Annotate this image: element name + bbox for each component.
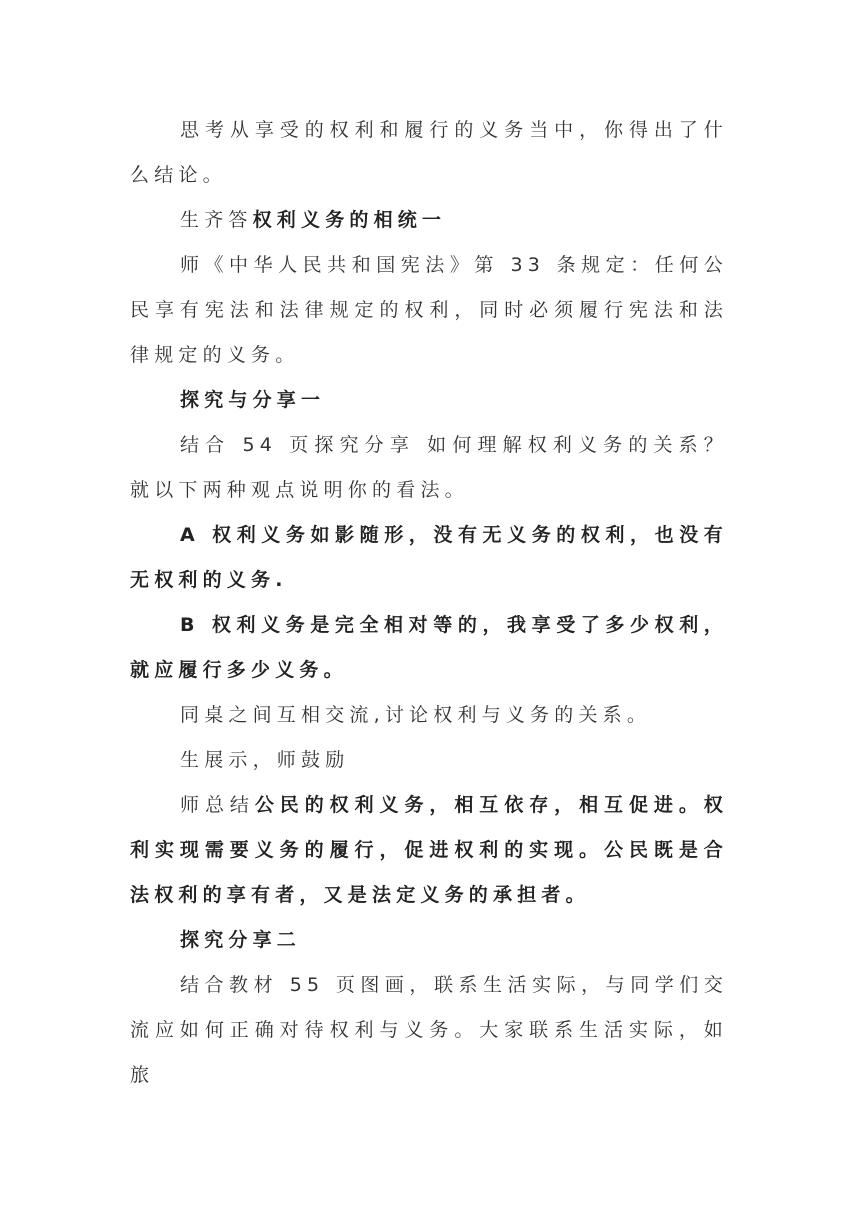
text-run: 生展示，师鼓励 <box>180 749 350 771</box>
text-run: 生齐答 <box>180 209 253 231</box>
paragraph-p4 <box>130 378 728 423</box>
text-run: 师总结 <box>180 794 255 816</box>
text-run: 同桌之间互相交流,讨论权利与义务的关系。 <box>180 704 652 726</box>
paragraph-p8 <box>130 693 728 738</box>
bold-text-run: A 权利义务如影随形，没有无义务的权利，也没有无权利的义务. <box>130 524 728 591</box>
text-run: 思考从享受的权利和履行的义务当中，你得出了什么结论。 <box>130 119 728 186</box>
paragraph-p12 <box>130 963 728 1098</box>
paragraph-p1 <box>130 108 728 198</box>
paragraph-p7 <box>130 603 728 693</box>
bold-text-run: 公民的权利义务，相互依存，相互促进。权利实现需要义务的履行，促进权利的实现。公民既是合法权利的享有者，又是法定义务的承担者。 <box>130 794 728 906</box>
bold-text-run: 探究分享二 <box>180 929 302 951</box>
paragraph-p3 <box>130 243 728 378</box>
bold-text-run: 权利义务的相统一 <box>252 209 447 231</box>
text-run: 师《中华人民共和国宪法》第 33 条规定：任何公民享有宪法和法律规定的权利，同时必须履行宪法和法律规定的义务。 <box>130 254 728 366</box>
paragraph-p11 <box>130 918 728 963</box>
text-run: 结合 54 页探究分享 如何理解权利义务的关系？就以下两种观点说明你的看法。 <box>130 434 728 501</box>
paragraph-p10 <box>130 783 728 918</box>
paragraph-p5 <box>130 423 728 513</box>
bold-text-run: B 权利义务是完全相对等的，我享受了多少权利，就应履行多少义务。 <box>130 614 728 681</box>
paragraph-p6 <box>130 513 728 603</box>
paragraph-p9 <box>130 738 728 783</box>
paragraph-p2 <box>130 198 728 243</box>
text-run: 结合教材 55 页图画，联系生活实际，与同学们交流应如何正确对待权利与义务。大家联系生活实际，如旅 <box>130 974 728 1086</box>
document-body <box>130 108 728 1098</box>
bold-text-run: 探究与分享一 <box>180 389 326 411</box>
